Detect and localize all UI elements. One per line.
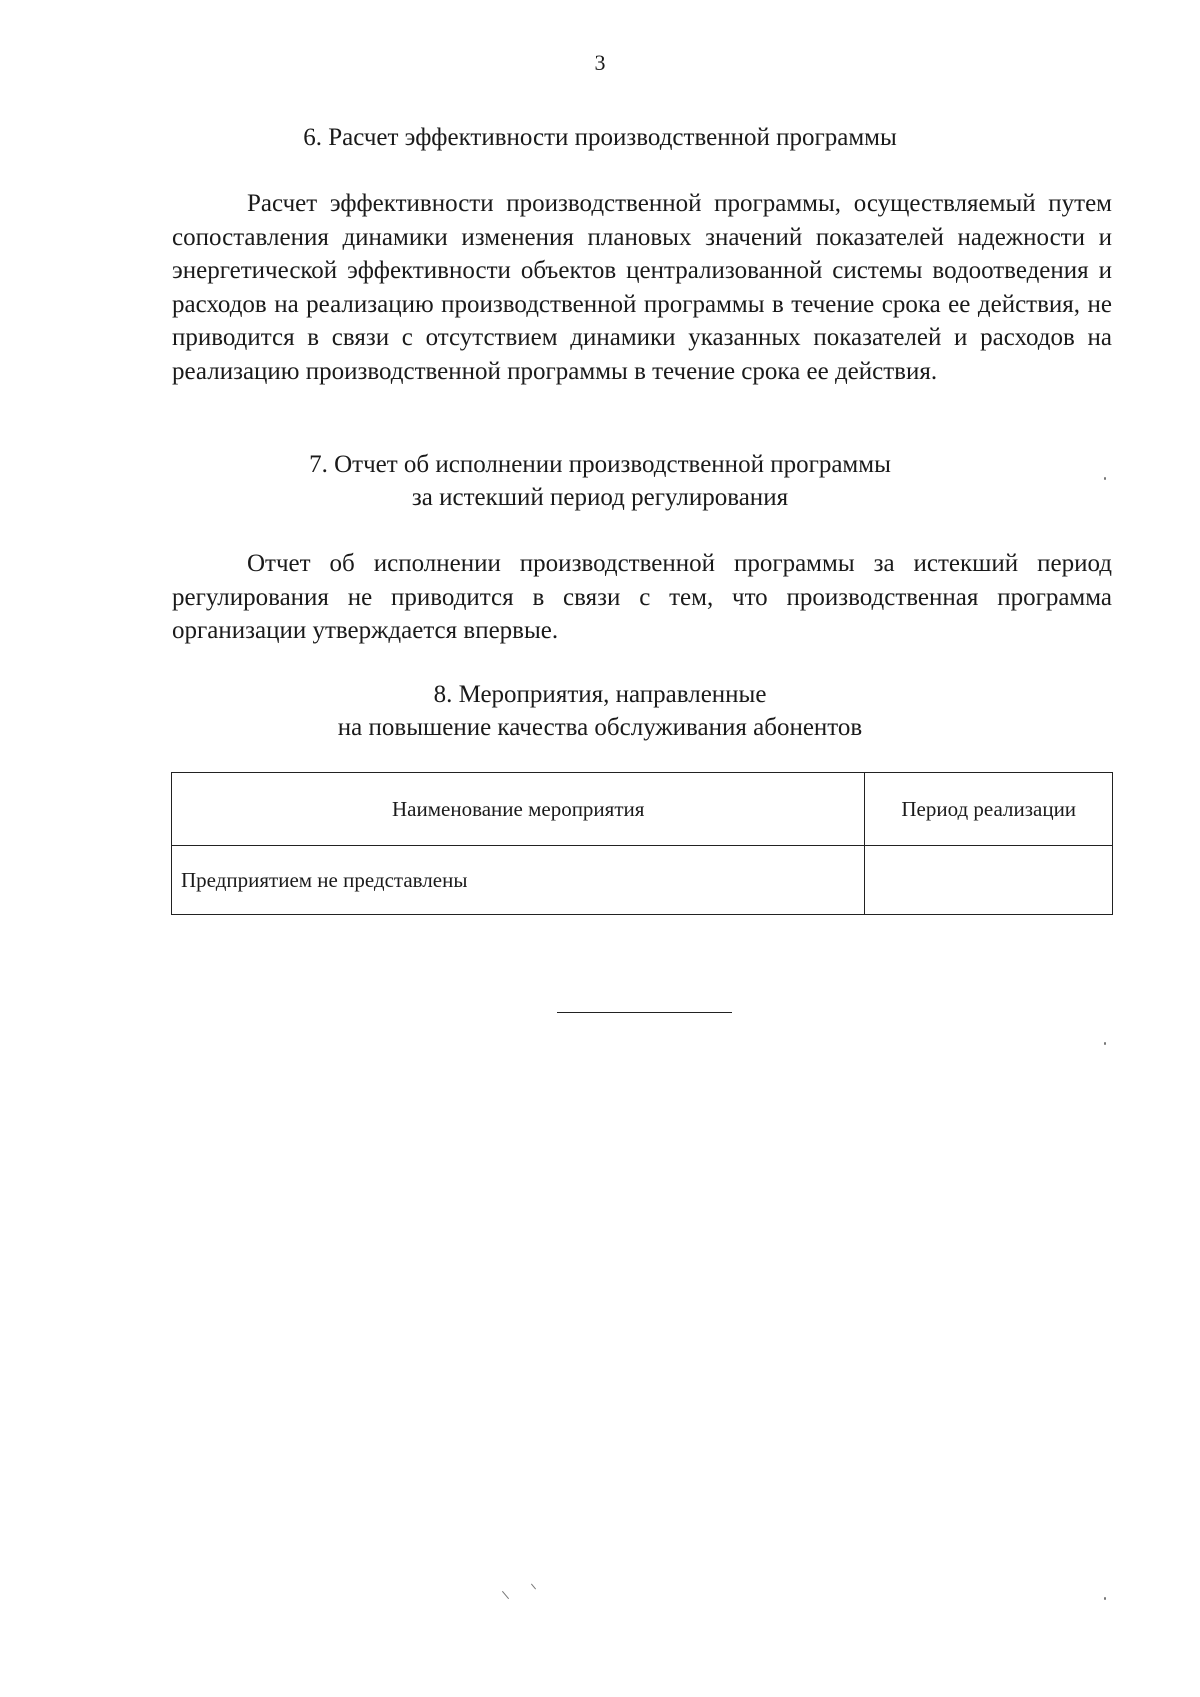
events-table — [171, 772, 1113, 915]
page-number: 3 — [594, 50, 606, 75]
cell-period — [865, 846, 1113, 915]
scan-speck — [502, 1591, 509, 1599]
section-7-heading-line-2: за истекший период регулирования — [411, 484, 789, 511]
scan-speck — [1104, 1042, 1106, 1045]
end-of-document-rule — [557, 1012, 732, 1013]
section-8-heading-line-1: 8. Мероприятия, направленные — [433, 681, 767, 708]
table-row — [172, 846, 1113, 915]
scan-speck — [1104, 1597, 1106, 1600]
section-7-paragraph: Отчет об исполнении производственной программы за истекший период регулирования не приводится в связи с тем, что производственная программа организации утверждается впервые. — [172, 550, 1112, 644]
cell-event-name: Предприятием не представлены — [172, 846, 865, 915]
section-8-heading — [0, 678, 1200, 744]
header-period: Период реализации — [865, 773, 1113, 846]
section-7-heading — [0, 448, 1200, 514]
section-6-paragraph: Расчет эффективности производственной программы, осуществляемый путем сопоставления динамики изменения плановых значений показателей надежности и энергетической эффективности объектов централизованной системы водоотведения и расходов на реализацию производственной программы в течение срока ее действия, не приводится в связи с отсутствием динамики указанных показателей и расходов на реализацию производственной программы в течение срока ее действия. — [172, 190, 1112, 385]
header-event-name: Наименование мероприятия — [172, 773, 865, 846]
scan-speck — [1104, 477, 1106, 480]
scan-speck — [531, 1583, 536, 1589]
section-7-heading-line-1: 7. Отчет об исполнении производственной программы — [309, 451, 891, 478]
section-8-heading-line-2: на повышение качества обслуживания абонентов — [337, 714, 863, 741]
section-6-heading: 6. Расчет эффективности производственной программы — [303, 124, 897, 151]
table-header-row — [172, 773, 1113, 846]
